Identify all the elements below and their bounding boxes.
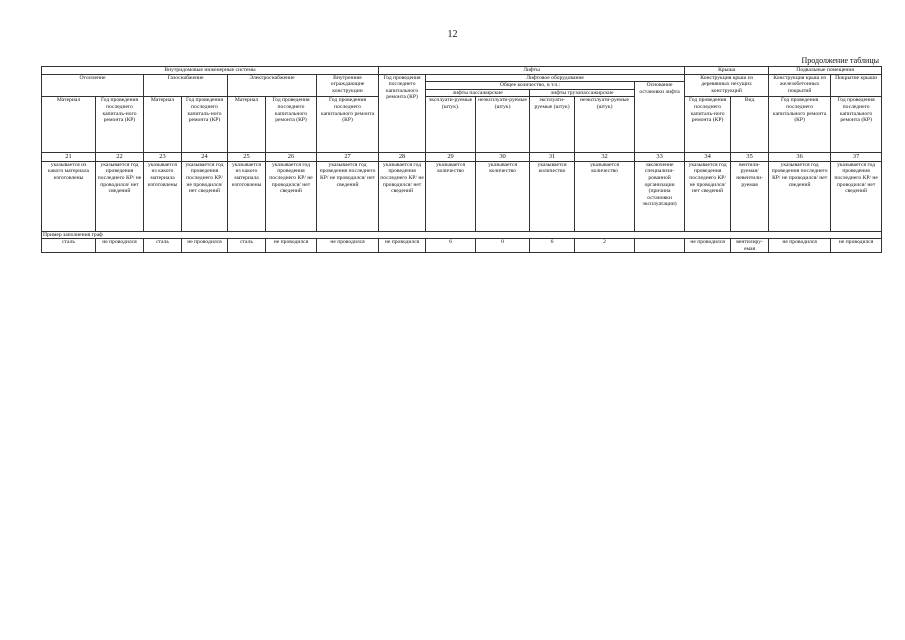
group-header-row <box>42 67 882 75</box>
col-passenger-exploited: эксплуати-руемые (штук). <box>426 97 476 153</box>
group-lifts: Лифты <box>379 67 685 75</box>
col-cargo-exploited: эксплуати-руемые (штук) <box>530 97 575 153</box>
subheader-passenger: лифты пассажирские <box>426 89 530 97</box>
instruction-cell: вентили-руемая/ невентили-руемая <box>731 161 769 231</box>
instruction-cell: заключение специализи-рованной организации (причина остановки эксплуатации) <box>635 161 685 231</box>
example-cell: сталь <box>228 239 266 253</box>
example-label: Пример заполнения граф <box>42 231 882 239</box>
col-number: 35 <box>731 153 769 161</box>
col-heating-material: Материал <box>42 97 96 153</box>
col-number: 23 <box>144 153 182 161</box>
column-header-row <box>42 97 882 153</box>
building-passport-table <box>41 66 882 253</box>
example-cell: не проводился <box>379 239 426 253</box>
example-cell <box>635 239 685 253</box>
col-number: 30 <box>476 153 530 161</box>
subheader-total-count: Общее количество, в т.ч.: <box>426 82 635 90</box>
instruction-cell: указывается год проведения последнего КР/ не проводился/ нет сведений <box>182 161 228 231</box>
subheader-cargo: лифты грузопассажирские <box>530 89 635 97</box>
example-cell: сталь <box>42 239 96 253</box>
subheader-roof-covering: Покрытие крыши <box>831 74 882 97</box>
col-roof-year: Год проведения последнего капиталь-ного ремонта (КР) <box>685 97 731 153</box>
instruction-cell: указывается количество <box>476 161 530 231</box>
col-gas-year: Год проведения последнего капиталь-ного ремонта (КР) <box>182 97 228 153</box>
col-electric-material: Материал <box>228 97 266 153</box>
subheader-lift-basis: Основание остановки лифта <box>635 82 685 153</box>
col-number: 37 <box>831 153 882 161</box>
subheader-lift-equipment: Лифтовое оборудование <box>426 74 685 82</box>
col-number: 26 <box>266 153 317 161</box>
col-enclosing-year: Год проведения последнего капитального ремонта (КР) <box>317 97 379 153</box>
instruction-cell: указывается количество <box>575 161 635 231</box>
col-number: 22 <box>96 153 144 161</box>
subheader-gas: Газоснабжение <box>144 74 228 97</box>
col-number: 25 <box>228 153 266 161</box>
column-number-row <box>42 153 882 161</box>
instruction-cell: указывается из какого материала изготовлены <box>144 161 182 231</box>
col-number: 27 <box>317 153 379 161</box>
col-number: 33 <box>635 153 685 161</box>
subheader-row-1 <box>42 74 882 82</box>
page-number: 12 <box>447 29 458 40</box>
example-cell: не проводился <box>317 239 379 253</box>
instruction-cell: указывается из какого материала изготовлены <box>42 161 96 231</box>
col-heating-year: Год проведения последнего капиталь-ного ремонта (КР) <box>96 97 144 153</box>
subheader-enclosing: Внутренние ограждающие конструкции <box>317 74 379 97</box>
col-number: 31 <box>530 153 575 161</box>
example-cell: не проводился <box>96 239 144 253</box>
col-cargo-not-exploited: неэксплуати-руемые (штук) <box>575 97 635 153</box>
example-cell: сталь <box>144 239 182 253</box>
example-cell: не проводился <box>266 239 317 253</box>
col-number: 24 <box>182 153 228 161</box>
col-passenger-not-exploited: неэксплуати-руемые (штук) <box>476 97 530 153</box>
instruction-cell: указывается год проведения последнего КР/ не проводился/ нет сведений <box>379 161 426 231</box>
instruction-cell: указывается год проведения последнего КР/ не проводился/ нет сведений <box>317 161 379 231</box>
subheader-lift-year: Год проведения последнего капитального ремонта (КР) <box>379 74 426 153</box>
instruction-cell: указывается количество <box>530 161 575 231</box>
subheader-basement-structure: Конструкция крыш из железобетонных покрытий <box>769 74 831 97</box>
col-number: 28 <box>379 153 426 161</box>
instruction-cell: указывается из какого материала изготовлены <box>228 161 266 231</box>
instruction-cell: указывается количество <box>426 161 476 231</box>
example-cell: вентилиру-емая <box>731 239 769 253</box>
group-roof: Крыша <box>685 67 769 75</box>
col-electric-year: Год проведения последнего капитального ремонта (КР) <box>266 97 317 153</box>
col-number: 21 <box>42 153 96 161</box>
example-cell: не проводился <box>182 239 228 253</box>
instruction-cell: указывается год проведения последнего КР/ не проводился/ нет сведений <box>266 161 317 231</box>
col-number: 29 <box>426 153 476 161</box>
instruction-cell: указывается год проведения последнего КР/ не проводился/ нет сведений <box>831 161 882 231</box>
continuation-label: Продолжение таблицы <box>801 56 879 65</box>
col-covering-year: Год проведения последнего капитального ремонта (КР) <box>831 97 882 153</box>
instruction-cell: указывается год проведения последнего КР/ не проводился/ нет сведений <box>769 161 831 231</box>
group-basement: Подвальные помещения <box>769 67 882 75</box>
group-internal-systems: Внутридомовые инженерные системы <box>42 67 379 75</box>
example-row <box>42 239 882 253</box>
example-cell: 0 <box>476 239 530 253</box>
col-gas-material: Материал <box>144 97 182 153</box>
subheader-heating: Отопление <box>42 74 144 97</box>
example-cell: 6 <box>530 239 575 253</box>
example-cell: не проводился <box>831 239 882 253</box>
col-roof-type: Вид <box>731 97 769 153</box>
subheader-roof-structure: Конструкция крыш из деревянных несущих конструкций <box>685 74 769 97</box>
instruction-cell: указывается год проведения последнего КР/ не проводился/ нет сведений <box>96 161 144 231</box>
example-cell: 2 <box>575 239 635 253</box>
example-cell: не проводился <box>769 239 831 253</box>
col-basement-year: Год проведения последнего капитального ремонта (КР) <box>769 97 831 153</box>
example-label-row <box>42 231 882 239</box>
col-number: 32 <box>575 153 635 161</box>
col-number: 34 <box>685 153 731 161</box>
instruction-row <box>42 161 882 231</box>
instruction-cell: указывается год проведения последнего КР/ не проводился/ нет сведений <box>685 161 731 231</box>
example-cell: не проводился <box>685 239 731 253</box>
example-cell: 6 <box>426 239 476 253</box>
col-number: 36 <box>769 153 831 161</box>
subheader-electric: Электроснабжение <box>228 74 317 97</box>
